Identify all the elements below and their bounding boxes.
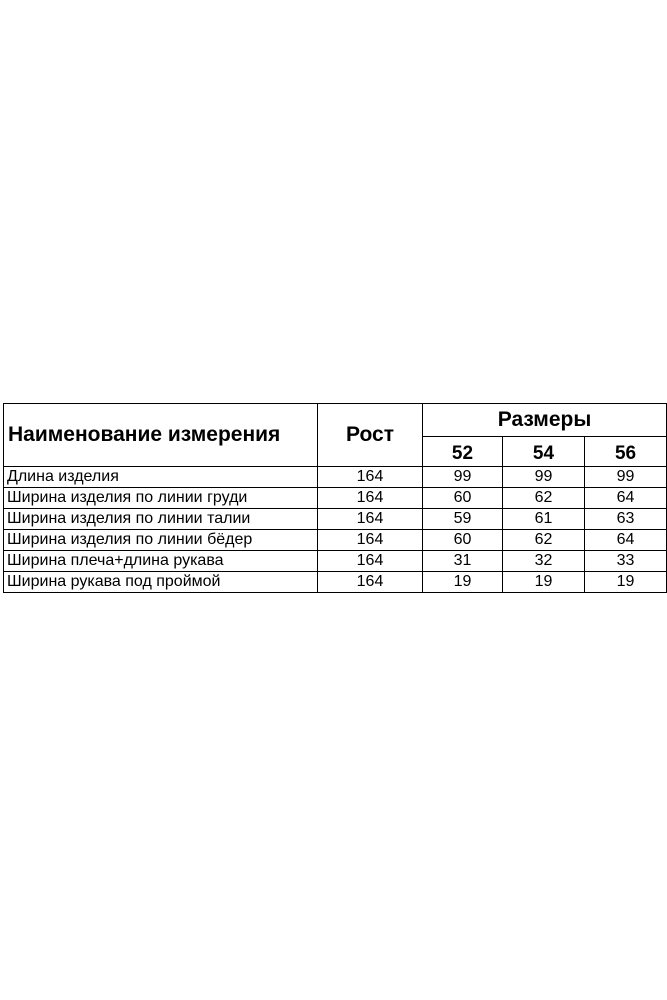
- height-value: 164: [318, 530, 423, 551]
- size-column-header: 52: [423, 437, 503, 467]
- height-header: Рост: [318, 404, 423, 467]
- size-value: 19: [585, 572, 667, 593]
- table-row: [4, 488, 667, 509]
- measurement-name: Ширина изделия по линии талии: [4, 509, 318, 530]
- size-value: 99: [503, 467, 585, 488]
- height-value: 164: [318, 488, 423, 509]
- size-value: 19: [503, 572, 585, 593]
- size-value: 60: [423, 488, 503, 509]
- table-row: [4, 551, 667, 572]
- height-value: 164: [318, 551, 423, 572]
- size-value: 64: [585, 488, 667, 509]
- size-value: 99: [423, 467, 503, 488]
- table-row: [4, 530, 667, 551]
- size-value: 61: [503, 509, 585, 530]
- table-row: [4, 509, 667, 530]
- size-value: 60: [423, 530, 503, 551]
- size-chart-table: [3, 403, 667, 593]
- measurement-name: Ширина изделия по линии бёдер: [4, 530, 318, 551]
- sizes-header: Размеры: [423, 404, 667, 437]
- size-value: 62: [503, 530, 585, 551]
- height-value: 164: [318, 509, 423, 530]
- measurement-name-header: Наименование измерения: [4, 404, 318, 467]
- size-column-header: 54: [503, 437, 585, 467]
- measurement-name: Длина изделия: [4, 467, 318, 488]
- size-value: 59: [423, 509, 503, 530]
- measurement-name: Ширина рукава под проймой: [4, 572, 318, 593]
- size-value: 31: [423, 551, 503, 572]
- size-value: 63: [585, 509, 667, 530]
- size-column-header: 56: [585, 437, 667, 467]
- size-value: 62: [503, 488, 585, 509]
- size-value: 32: [503, 551, 585, 572]
- height-value: 164: [318, 467, 423, 488]
- height-value: 164: [318, 572, 423, 593]
- size-value: 64: [585, 530, 667, 551]
- table-row: [4, 467, 667, 488]
- measurement-name: Ширина плеча+длина рукава: [4, 551, 318, 572]
- size-value: 33: [585, 551, 667, 572]
- measurement-name: Ширина изделия по линии груди: [4, 488, 318, 509]
- table-row: [4, 572, 667, 593]
- size-value: 19: [423, 572, 503, 593]
- header-row-main: [4, 404, 667, 437]
- size-value: 99: [585, 467, 667, 488]
